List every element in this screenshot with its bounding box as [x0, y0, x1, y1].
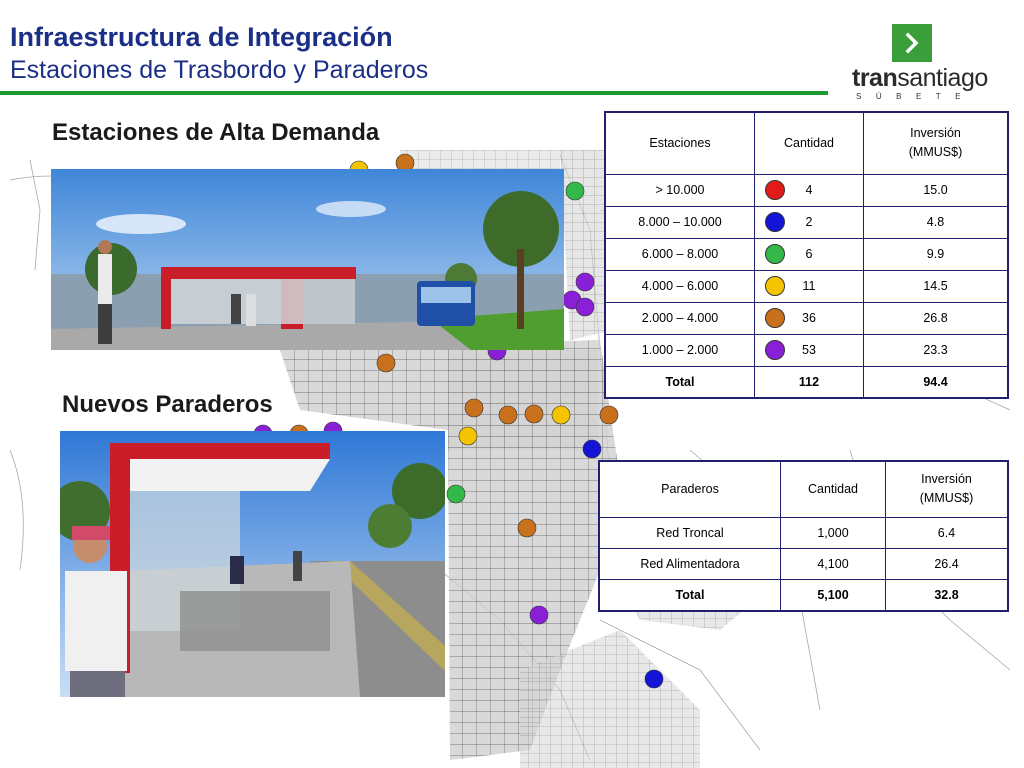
- logo-tagline: SÚBETE: [856, 92, 976, 101]
- total-count: 5,100: [781, 579, 886, 611]
- legend-dot-purple: [765, 340, 785, 360]
- legend-dot-yellow: [765, 276, 785, 296]
- investment-cell: 14.5: [864, 270, 1009, 302]
- investment-cell: 6.4: [886, 517, 1009, 548]
- table-header-cell: [886, 461, 1009, 517]
- count-cell: 2: [805, 215, 813, 229]
- table-header-cell: [864, 112, 1009, 174]
- range-cell: 2.000 – 4.000: [605, 302, 755, 334]
- investment-header: Inversión: [921, 472, 972, 487]
- investment-unit: (MMUS$): [908, 145, 963, 160]
- range-cell: 4.000 – 6.000: [605, 270, 755, 302]
- count-cell: 1,000: [781, 517, 886, 548]
- investment-cell: 9.9: [864, 238, 1009, 270]
- legend-dot-blue: [765, 212, 785, 232]
- range-cell: > 10.000: [605, 174, 755, 206]
- count-cell: 6: [805, 247, 813, 261]
- stations-table: [604, 111, 1009, 399]
- count-cell: 36: [802, 311, 816, 325]
- table-row: [605, 238, 1008, 270]
- range-cell: 6.000 – 8.000: [605, 238, 755, 270]
- total-label: Total: [605, 366, 755, 398]
- section-heading-alta-demanda: Estaciones de Alta Demanda: [52, 119, 380, 146]
- table-header-cell: Cantidad: [755, 112, 864, 174]
- table-header-cell: Paraderos: [599, 461, 781, 517]
- total-investment: 94.4: [864, 366, 1009, 398]
- logo-brand-light: santiago: [897, 64, 988, 92]
- title-divider: [0, 91, 828, 95]
- stops-table: [598, 460, 1009, 612]
- page-subtitle: Estaciones de Trasbordo y Paraderos: [10, 56, 429, 84]
- total-count: 112: [755, 366, 864, 398]
- table-row: [605, 206, 1008, 238]
- total-investment: 32.8: [886, 579, 1009, 611]
- investment-cell: 26.8: [864, 302, 1009, 334]
- logo-mark: [892, 24, 932, 62]
- table-row: [605, 334, 1008, 366]
- count-cell: 11: [802, 279, 816, 293]
- table-row: [605, 270, 1008, 302]
- section-heading-nuevos-paraderos: Nuevos Paraderos: [62, 391, 273, 418]
- count-cell: 4,100: [781, 548, 886, 579]
- table-header-cell: Estaciones: [605, 112, 755, 174]
- table-header-cell: Cantidad: [781, 461, 886, 517]
- legend-dot-red: [765, 180, 785, 200]
- investment-cell: 23.3: [864, 334, 1009, 366]
- station-render-image: [51, 169, 564, 350]
- count-cell: 53: [802, 343, 816, 357]
- table-row: [599, 517, 1008, 548]
- table-total-row: [605, 366, 1008, 398]
- table-header-row: [599, 461, 1008, 517]
- investment-cell: 4.8: [864, 206, 1009, 238]
- chevron-right-icon: [892, 24, 932, 62]
- legend-dot-green: [765, 244, 785, 264]
- total-label: Total: [599, 579, 781, 611]
- investment-cell: 26.4: [886, 548, 1009, 579]
- table-header-row: [605, 112, 1008, 174]
- table-total-row: [599, 579, 1008, 611]
- bus-stop-render-image: [60, 431, 445, 697]
- table-row: [605, 174, 1008, 206]
- table-row: [599, 548, 1008, 579]
- range-cell: 8.000 – 10.000: [605, 206, 755, 238]
- stop-type-cell: Red Troncal: [599, 517, 781, 548]
- range-cell: 1.000 – 2.000: [605, 334, 755, 366]
- investment-unit: (MMUS$): [919, 491, 974, 506]
- table-row: [605, 302, 1008, 334]
- stop-type-cell: Red Alimentadora: [599, 548, 781, 579]
- page-title: Infraestructura de Integración: [10, 22, 393, 52]
- count-cell: 4: [805, 183, 813, 197]
- legend-dot-orange: [765, 308, 785, 328]
- investment-header: Inversión: [910, 126, 961, 141]
- logo-brand-bold: tran: [852, 64, 898, 92]
- investment-cell: 15.0: [864, 174, 1009, 206]
- logo-wordmark: [852, 64, 988, 93]
